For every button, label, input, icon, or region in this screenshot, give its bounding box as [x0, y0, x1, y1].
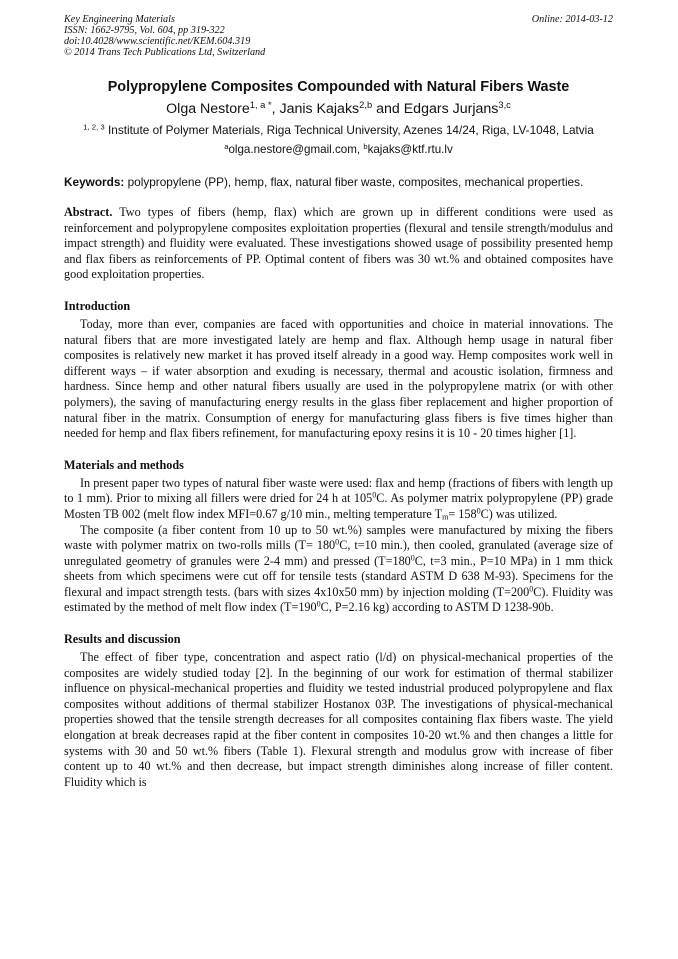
journal-header [64, 14, 613, 58]
superscript: 0 [316, 600, 321, 610]
section-heading: Materials and methods [64, 457, 184, 472]
affiliation-mark: 1, 2, 3 [83, 122, 105, 132]
text-run: = 158 [448, 506, 477, 521]
abstract-text: Two types of fibers (hemp, flax) which are grown up in different conditions were used as reinforcement and polypropylene composites exploitation properties (flexural and tensile strength/modulus and impact strength) and fluidity were evaluated. These investigations showed usage of possibility presented hemp and flax fibers as reinforcements of PP. Optimal content of fibers was 30 wt.% and obtained composites have good exploitation properties. [64, 205, 613, 282]
abstract-label: Abstract. [64, 205, 113, 219]
author-name: Janis Kajaks [279, 101, 360, 117]
email-link[interactable]: olga.nestore@gmail.com, [228, 143, 364, 156]
author-name: Olga Nestore [166, 101, 250, 117]
author-affiliation-mark: 1, a * [249, 99, 272, 110]
paragraph: Today, more than ever, companies are faced with opportunities and choice in material innovations. The natural fibers that are more investigated lately are hemp and flax. Although hemp usage in natural fiber composites is relatively new market it has proved itself already in a good way. Hemp composites work well in different ways – if water absorption and exuding is necessary, thermal and acoustic isolation, firmness and hardness. Since hemp and other natural fibers usually are used in the polypropylene matrix (or with other polymers), the saving of manufacturing energy results in the glass fiber replacement and higher proportion of natural fiber in the matrix. Consumption of energy for manufacturing glass fibers is five times higher than needed for hemp and flax fibers refinement, for manufacturing epoxy resins it is 10 - 20 times higher [1]. [64, 316, 613, 441]
text-run: The composite (a fiber content from 10 up to 50 wt.%) samples were manufactured by mixing the fibers waste with polymer matrix on two-rolls mills (T= 180 [64, 522, 613, 553]
paper-page [64, 14, 613, 790]
section-heading: Results and discussion [64, 632, 181, 647]
author-list [64, 101, 613, 118]
section-results-discussion [64, 632, 613, 790]
text-run: C) was utilized. [480, 506, 558, 521]
email-link[interactable]: kajaks@ktf.rtu.lv [367, 143, 453, 156]
paper-title: Polypropylene Composites Compounded with Natural Fibers Waste [107, 79, 570, 95]
keywords-text: polypropylene (PP), hemp, flax, natural fiber waste, composites, mechanical properties. [124, 175, 584, 189]
keywords-label: Keywords: [64, 175, 125, 189]
text-run: C, P=2.16 kg) according to ASTM D 1238-90b. [320, 600, 554, 615]
abstract [64, 205, 613, 283]
keywords [64, 175, 613, 189]
copyright-line: © 2014 Trans Tech Publications Ltd, Switzerland [64, 47, 266, 58]
email-mark: a [224, 141, 229, 151]
text-run: C). Fluidity was estimated by the method of melt flow index (T=190 [64, 584, 613, 615]
affiliation [58, 123, 619, 138]
online-date: Online: 2014-03-12 [531, 14, 613, 25]
paragraph: The effect of fiber type, concentration and aspect ratio (l/d) on physical-mechanical properties of the composites are widely studied today [2]. In the beginning of our work for estimation of thermal stabilizer influence on physical-mechanical properties and fluidity we tested industrial produced polypropylene and flax composites without additions of thermal stabilizer Hostanox 03P. The investigations of physical-mechanical properties showed that the tensile strength decreases for all composites containing flax fibers waste. The yield elongation at break decreases rapid at the fiber content in composites 10-20 wt.% and then changes a little for systems with 30 and 50 wt.% fibers (Table 1). Flexural strength and modulus grow with increase of fiber content up to 40 wt.% and then decrease, but impact strength diminishes along increase of filler content. Fluidity which is [64, 650, 613, 789]
subscript: m [442, 512, 449, 522]
superscript: 0 [372, 490, 377, 500]
text-run: In present paper two types of natural fiber waste were used: flax and hemp (fractions of fibers with length up to 1 mm). Prior to mixing all fillers were dried for 24 h at 105 [64, 475, 613, 506]
text-run: C, t=10 min.), then cooled, granulated (average size of unregulated geometry of granules were 2-4 mm) and pressed (T=180 [64, 538, 613, 568]
superscript: 0 [529, 584, 534, 594]
author-affiliation-mark: 2,b [359, 99, 373, 110]
author-separator: , [271, 101, 280, 117]
author-separator: and [372, 101, 404, 117]
author-affiliation-mark: 3,c [498, 99, 511, 110]
paragraph [64, 523, 613, 617]
issn-line: ISSN: 1662-9795, Vol. 604, pp 319-322 [64, 25, 225, 36]
superscript: 0 [410, 553, 415, 563]
section-introduction [64, 299, 613, 442]
superscript: 0 [335, 537, 340, 547]
text-run: C, t=3 min., P=10 MPa) in 1 mm thick sheets from which specimens were cut off for tensile tests (standard ASTM D 638 M-93). Specimens for the flexural and impact strength tests. (bars with sizes 4x10x50 mm) by injection molding (T=200 [64, 553, 613, 599]
section-materials-methods [64, 458, 613, 616]
affiliation-text: Institute of Polymer Materials, Riga Technical University, Azenes 14/24, Riga, LV-1048, Latvia [104, 123, 594, 137]
superscript: 0 [476, 506, 481, 516]
author-emails [64, 142, 613, 157]
doi-line: doi:10.4028/www.scientific.net/KEM.604.319 [64, 36, 251, 47]
paragraph [64, 476, 613, 523]
section-heading: Introduction [64, 298, 131, 313]
email-mark: b [363, 141, 368, 151]
text-run: C. As polymer matrix polypropylene (PP) grade Mosten TB 002 (melt flow index MFI=0.67 g/10 min., melting temperature T [64, 491, 613, 521]
journal-name: Key Engineering Materials [64, 14, 175, 25]
author-name: Edgars Jurjans [403, 101, 499, 117]
